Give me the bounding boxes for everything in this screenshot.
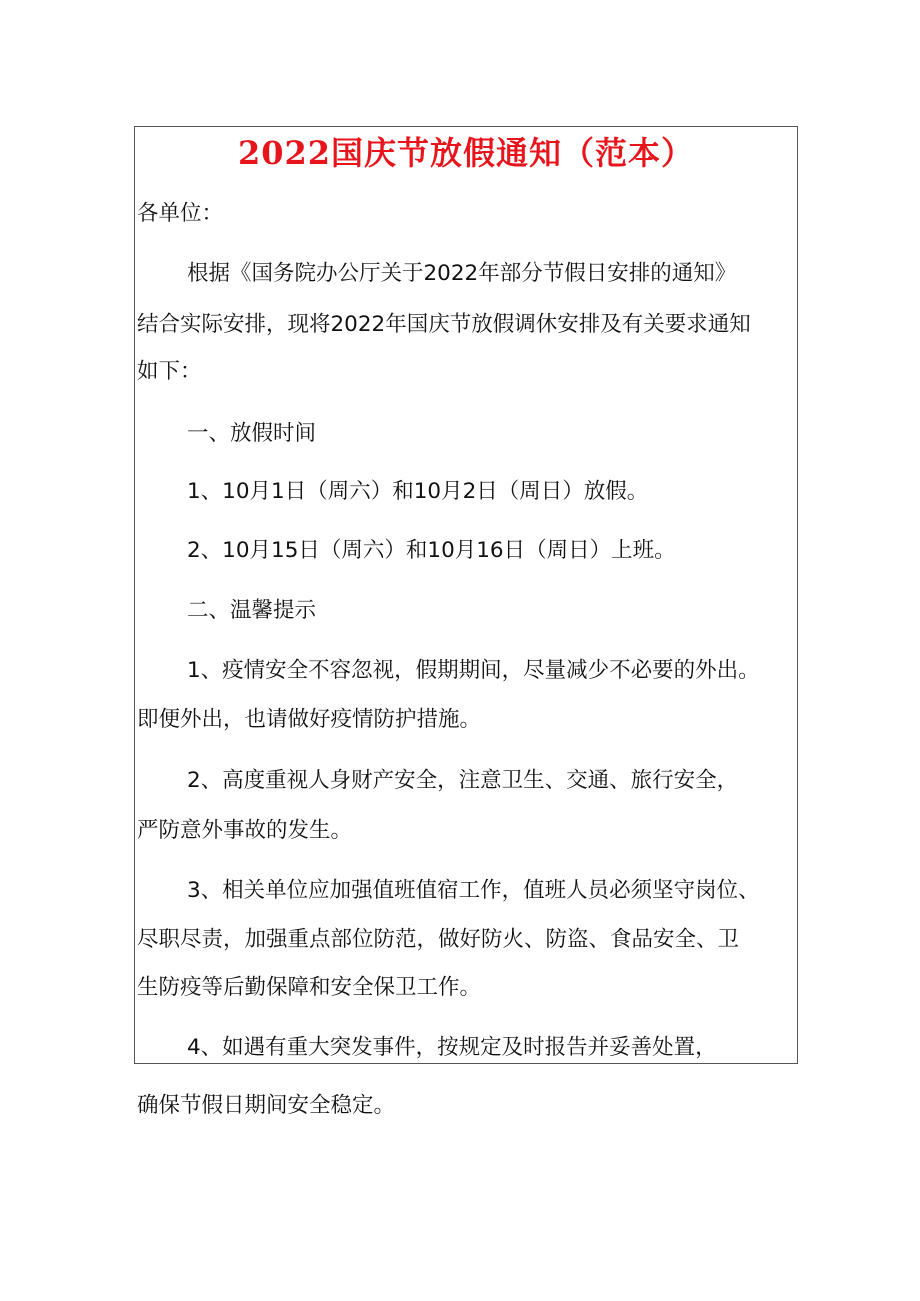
holiday-item-1: 1、10月1日（周六）和10月2日（周日）放假。 xyxy=(187,479,649,504)
holiday-item-2: 2、10月15日（周六）和10月16日（周日）上班。 xyxy=(187,538,676,563)
tip-3-line-1: 3、相关单位应加强值班值宿工作，值班人员必须坚守岗位、 xyxy=(187,878,760,903)
tip-4-line-2: 确保节假日期间安全稳定。 xyxy=(137,1093,396,1118)
intro-line-2: 结合实际安排，现将2022年国庆节放假调休安排及有关要求通知 xyxy=(137,312,751,337)
tip-2-line-2: 严防意外事故的发生。 xyxy=(137,818,353,843)
tip-3-line-2: 尽职尽责，加强重点部位防范，做好防火、防盗、食品安全、卫 xyxy=(137,927,740,952)
tip-1-line-1: 1、疫情安全不容忽视，假期期间，尽量减少不必要的外出。 xyxy=(187,658,760,683)
section-heading-holiday-time: 一、放假时间 xyxy=(187,421,317,446)
salutation: 各单位： xyxy=(137,201,224,226)
section-heading-reminders: 二、温馨提示 xyxy=(187,598,317,623)
tip-3-line-3: 生防疫等后勤保障和安全保卫工作。 xyxy=(137,975,482,1000)
tip-1-line-2: 即便外出，也请做好疫情防护措施。 xyxy=(137,707,482,732)
intro-line-1: 根据《国务院办公厅关于2022年部分节假日安排的通知》 xyxy=(187,261,737,286)
page-title: 2022国庆节放假通知（范本） xyxy=(237,134,695,172)
tip-2-line-1: 2、高度重视人身财产安全，注意卫生、交通、旅行安全， xyxy=(187,768,739,793)
intro-line-3: 如下： xyxy=(137,359,202,384)
tip-4-line-1: 4、如遇有重大突发事件，按规定及时报告并妥善处置， xyxy=(187,1035,717,1060)
